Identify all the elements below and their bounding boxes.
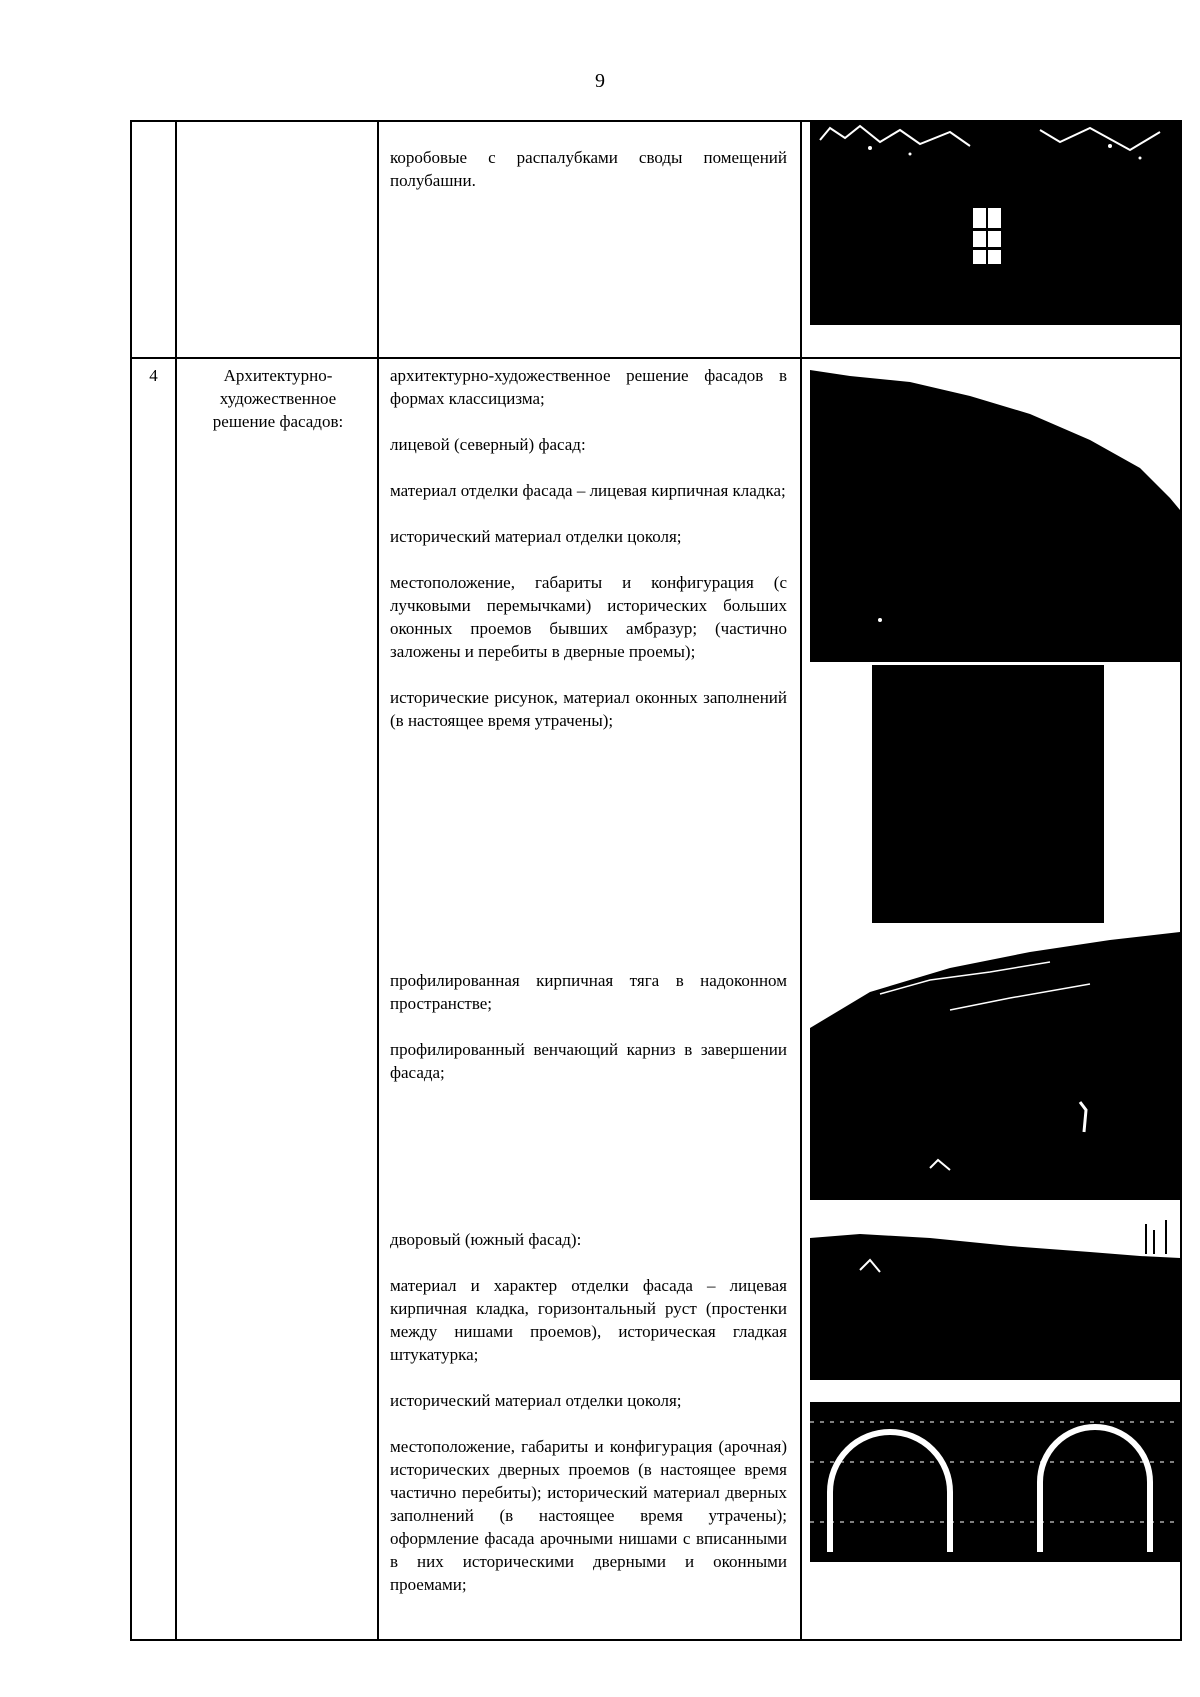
facade-description-block-1 xyxy=(390,364,787,732)
cornice-photo xyxy=(810,932,1180,1200)
arched-niches-photo xyxy=(810,1402,1180,1562)
column-divider xyxy=(800,120,802,1641)
row-category: Архитектурно-художественное решение фасадов: xyxy=(212,366,344,431)
vault-window-photo xyxy=(810,120,1180,325)
description-line: профилированный венчающий карниз в завершении фасада; xyxy=(390,1040,787,1082)
table-left-border xyxy=(130,120,132,1641)
monument-table xyxy=(130,120,1182,1642)
page-number: 9 xyxy=(595,70,605,92)
description-line: исторические рисунок, материал оконных заполнений (в настоящее время утрачены); xyxy=(390,688,787,730)
column-divider xyxy=(377,120,379,1641)
top-row-description xyxy=(390,146,787,192)
column-divider xyxy=(175,120,177,1641)
row-number: 4 xyxy=(149,366,158,385)
facade-description-block-2 xyxy=(390,969,787,1084)
south-facade-photo xyxy=(810,1220,1180,1380)
description-line: дворовый (южный фасад): xyxy=(390,1230,582,1249)
description-line: коробовые с распалубками своды помещений полубашни. xyxy=(390,148,787,190)
table-bottom-border xyxy=(130,1639,1182,1641)
row-divider xyxy=(130,357,1182,359)
window-detail-photo xyxy=(872,665,1104,923)
table-right-border xyxy=(1180,120,1182,1641)
facade-description-block-3 xyxy=(390,1228,787,1596)
north-facade-photo xyxy=(810,370,1180,662)
description-line: материал и характер отделки фасада – лицевая кирпичная кладка, горизонтальный руст (простенки между нишами проемов), историческая гладкая штукатурка; xyxy=(390,1276,787,1364)
description-line: материал отделки фасада – лицевая кирпичная кладка; xyxy=(390,481,786,500)
description-line: профилированная кирпичная тяга в надоконном пространстве; xyxy=(390,971,787,1013)
description-line: архитектурно-художественное решение фасадов в формах классицизма; xyxy=(390,366,787,408)
description-line: местоположение, габариты и конфигурация (с лучковыми перемычками) исторических больших оконных проемов бывших амбразур; (частично заложены и перебиты в дверные проемы); xyxy=(390,573,787,661)
description-line: исторический материал отделки цоколя; xyxy=(390,527,682,546)
description-line: исторический материал отделки цоколя; xyxy=(390,1391,682,1410)
description-line: местоположение, габариты и конфигурация (арочная) исторических дверных проемов (в настоящее время частично перебиты); исторический материал дверных заполнений (в настоящее время утрачены); оформление фасада арочными нишами с вписанными в них историческими дверными и оконными проемами; xyxy=(390,1437,787,1594)
description-line: лицевой (северный) фасад: xyxy=(390,435,586,454)
